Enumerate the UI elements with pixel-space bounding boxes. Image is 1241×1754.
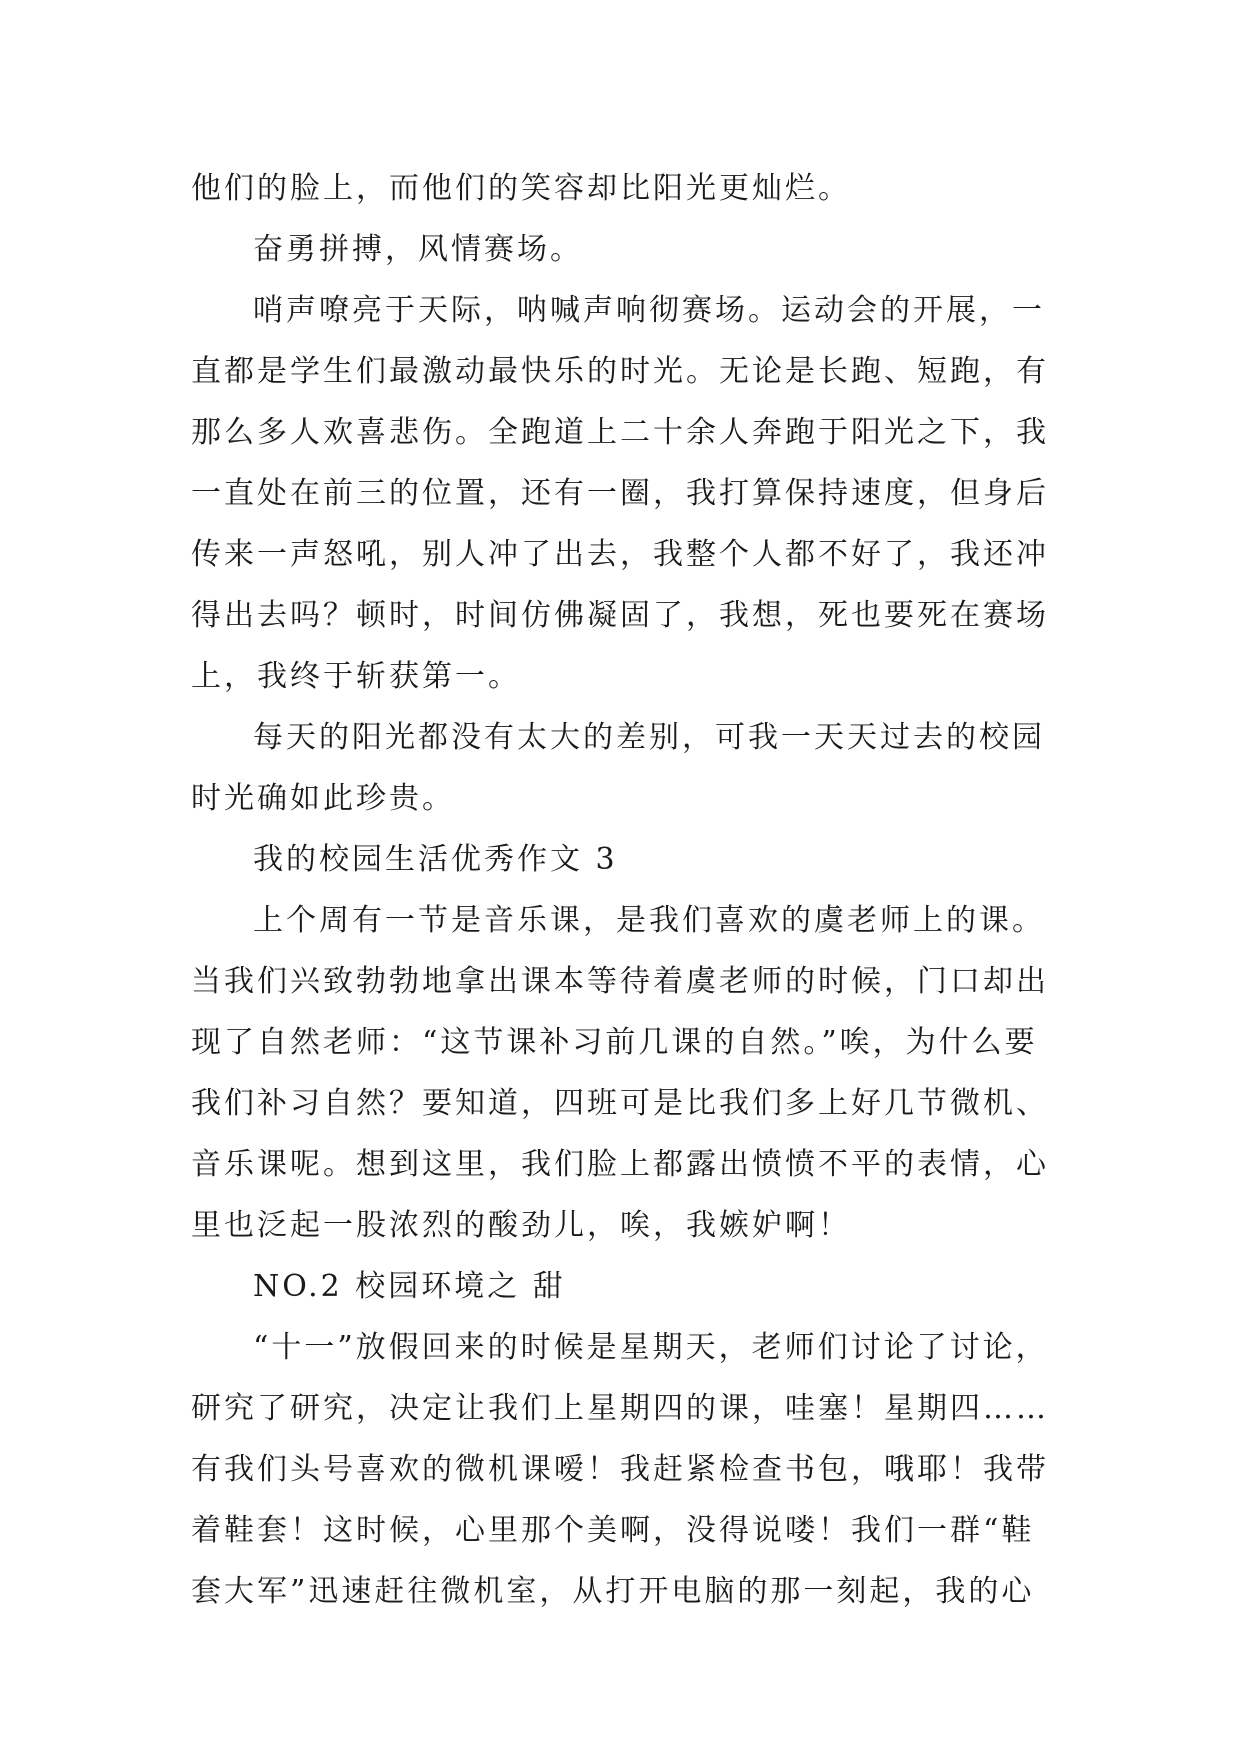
text-line: 里也泛起一股浓烈的酸劲儿，唉，我嫉妒啊！ <box>191 1208 851 1243</box>
text-line: 一直处在前三的位置，还有一圈，我打算保持速度，但身后 <box>191 476 1049 511</box>
text-line: 当我们兴致勃勃地拿出课本等待着虞老师的时候，门口却出 <box>191 964 1049 999</box>
text-line: 每天的阳光都没有太大的差别，可我一天天过去的校园 <box>253 720 1045 755</box>
text-line: 套大军”迅速赶往微机室，从打开电脑的那一刻起，我的心 <box>191 1574 1035 1609</box>
text-line: 上，我终于斩获第一。 <box>191 659 521 694</box>
text-line: 研究了研究，决定让我们上星期四的课，哇塞！星期四…… <box>191 1391 1049 1426</box>
text-line: 奋勇拼搏，风情赛场。 <box>253 232 583 267</box>
section-heading: 我的校园生活优秀作文 3 <box>253 842 618 877</box>
text-line: 他们的脸上，而他们的笑容却比阳光更灿烂。 <box>191 171 851 206</box>
text-line: 我们补习自然？要知道，四班可是比我们多上好几节微机、 <box>191 1086 1049 1121</box>
text-line: 时光确如此珍贵。 <box>191 781 455 816</box>
text-line: 得出去吗？顿时，时间仿佛凝固了，我想，死也要死在赛场 <box>191 598 1049 633</box>
text-line: 哨声嘹亮于天际，呐喊声响彻赛场。运动会的开展，一 <box>253 293 1045 328</box>
text-line: 传来一声怒吼，别人冲了出去，我整个人都不好了，我还冲 <box>191 537 1049 572</box>
text-line: 直都是学生们最激动最快乐的时光。无论是长跑、短跑，有 <box>191 354 1049 389</box>
text-line: “十一”放假回来的时候是星期天，老师们讨论了讨论， <box>253 1330 1049 1365</box>
text-line: 有我们头号喜欢的微机课嗳！我赶紧检查书包，哦耶！我带 <box>191 1452 1049 1487</box>
text-line: 上个周有一节是音乐课，是我们喜欢的虞老师上的课。 <box>253 903 1045 938</box>
text-line: 着鞋套！这时候，心里那个美啊，没得说喽！我们一群“鞋 <box>191 1513 1035 1548</box>
text-line: 现了自然老师：“这节课补习前几课的自然。”唉，为什么要 <box>191 1025 1038 1060</box>
text-line: 那么多人欢喜悲伤。全跑道上二十余人奔跑于阳光之下，我 <box>191 415 1049 450</box>
section-heading: NO.2 校园环境之 甜 <box>253 1269 566 1304</box>
document-body <box>191 158 1051 1622</box>
text-line: 音乐课呢。想到这里，我们脸上都露出愤愤不平的表情，心 <box>191 1147 1049 1182</box>
